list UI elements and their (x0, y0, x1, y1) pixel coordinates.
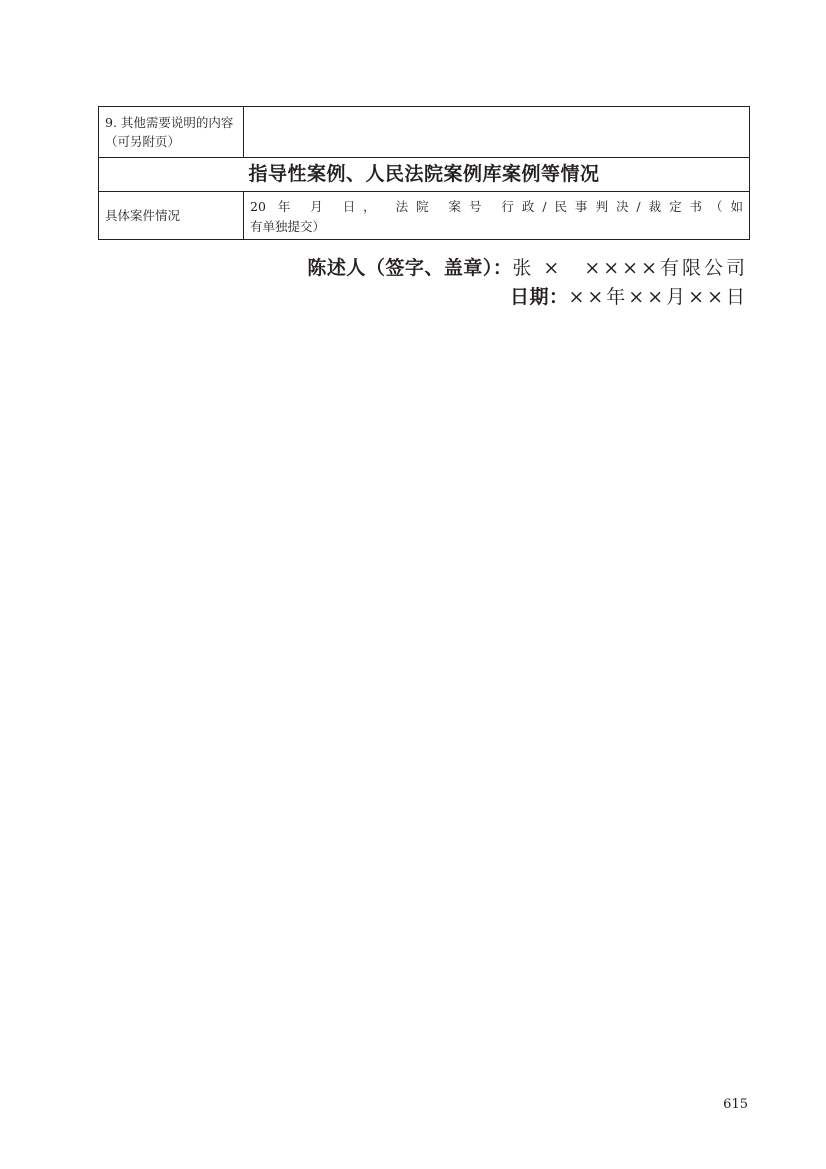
case-details-line1: 20 年 月 日， 法院 案号 行政/民事判决/裁定书（如 (250, 198, 743, 214)
date-value: ××年××月××日 (568, 286, 748, 308)
page-number: 615 (723, 1097, 748, 1112)
signature-line (307, 255, 748, 281)
other-notes-label-cell (99, 107, 244, 158)
section-heading-row (99, 158, 750, 192)
other-notes-label-line1: 9. 其他需要说明的内容 (105, 115, 234, 130)
case-details-value-cell (244, 192, 750, 240)
other-notes-label-line2: （可另附页） (105, 134, 181, 149)
signature-label: 陈述人（签字、盖章）： (307, 257, 513, 279)
statement-form-table (98, 106, 750, 240)
case-details-label: 具体案件情况 (99, 192, 244, 240)
other-notes-value-cell (244, 107, 750, 158)
other-notes-row (99, 107, 750, 158)
case-details-line2: 有单独提交） (250, 218, 326, 234)
case-details-row (99, 192, 750, 240)
signature-value: 张 × ××××有限公司 (512, 257, 748, 279)
section-heading: 指导性案例、人民法院案例库案例等情况 (99, 158, 750, 192)
date-label: 日期： (509, 286, 569, 308)
date-line (510, 284, 748, 310)
